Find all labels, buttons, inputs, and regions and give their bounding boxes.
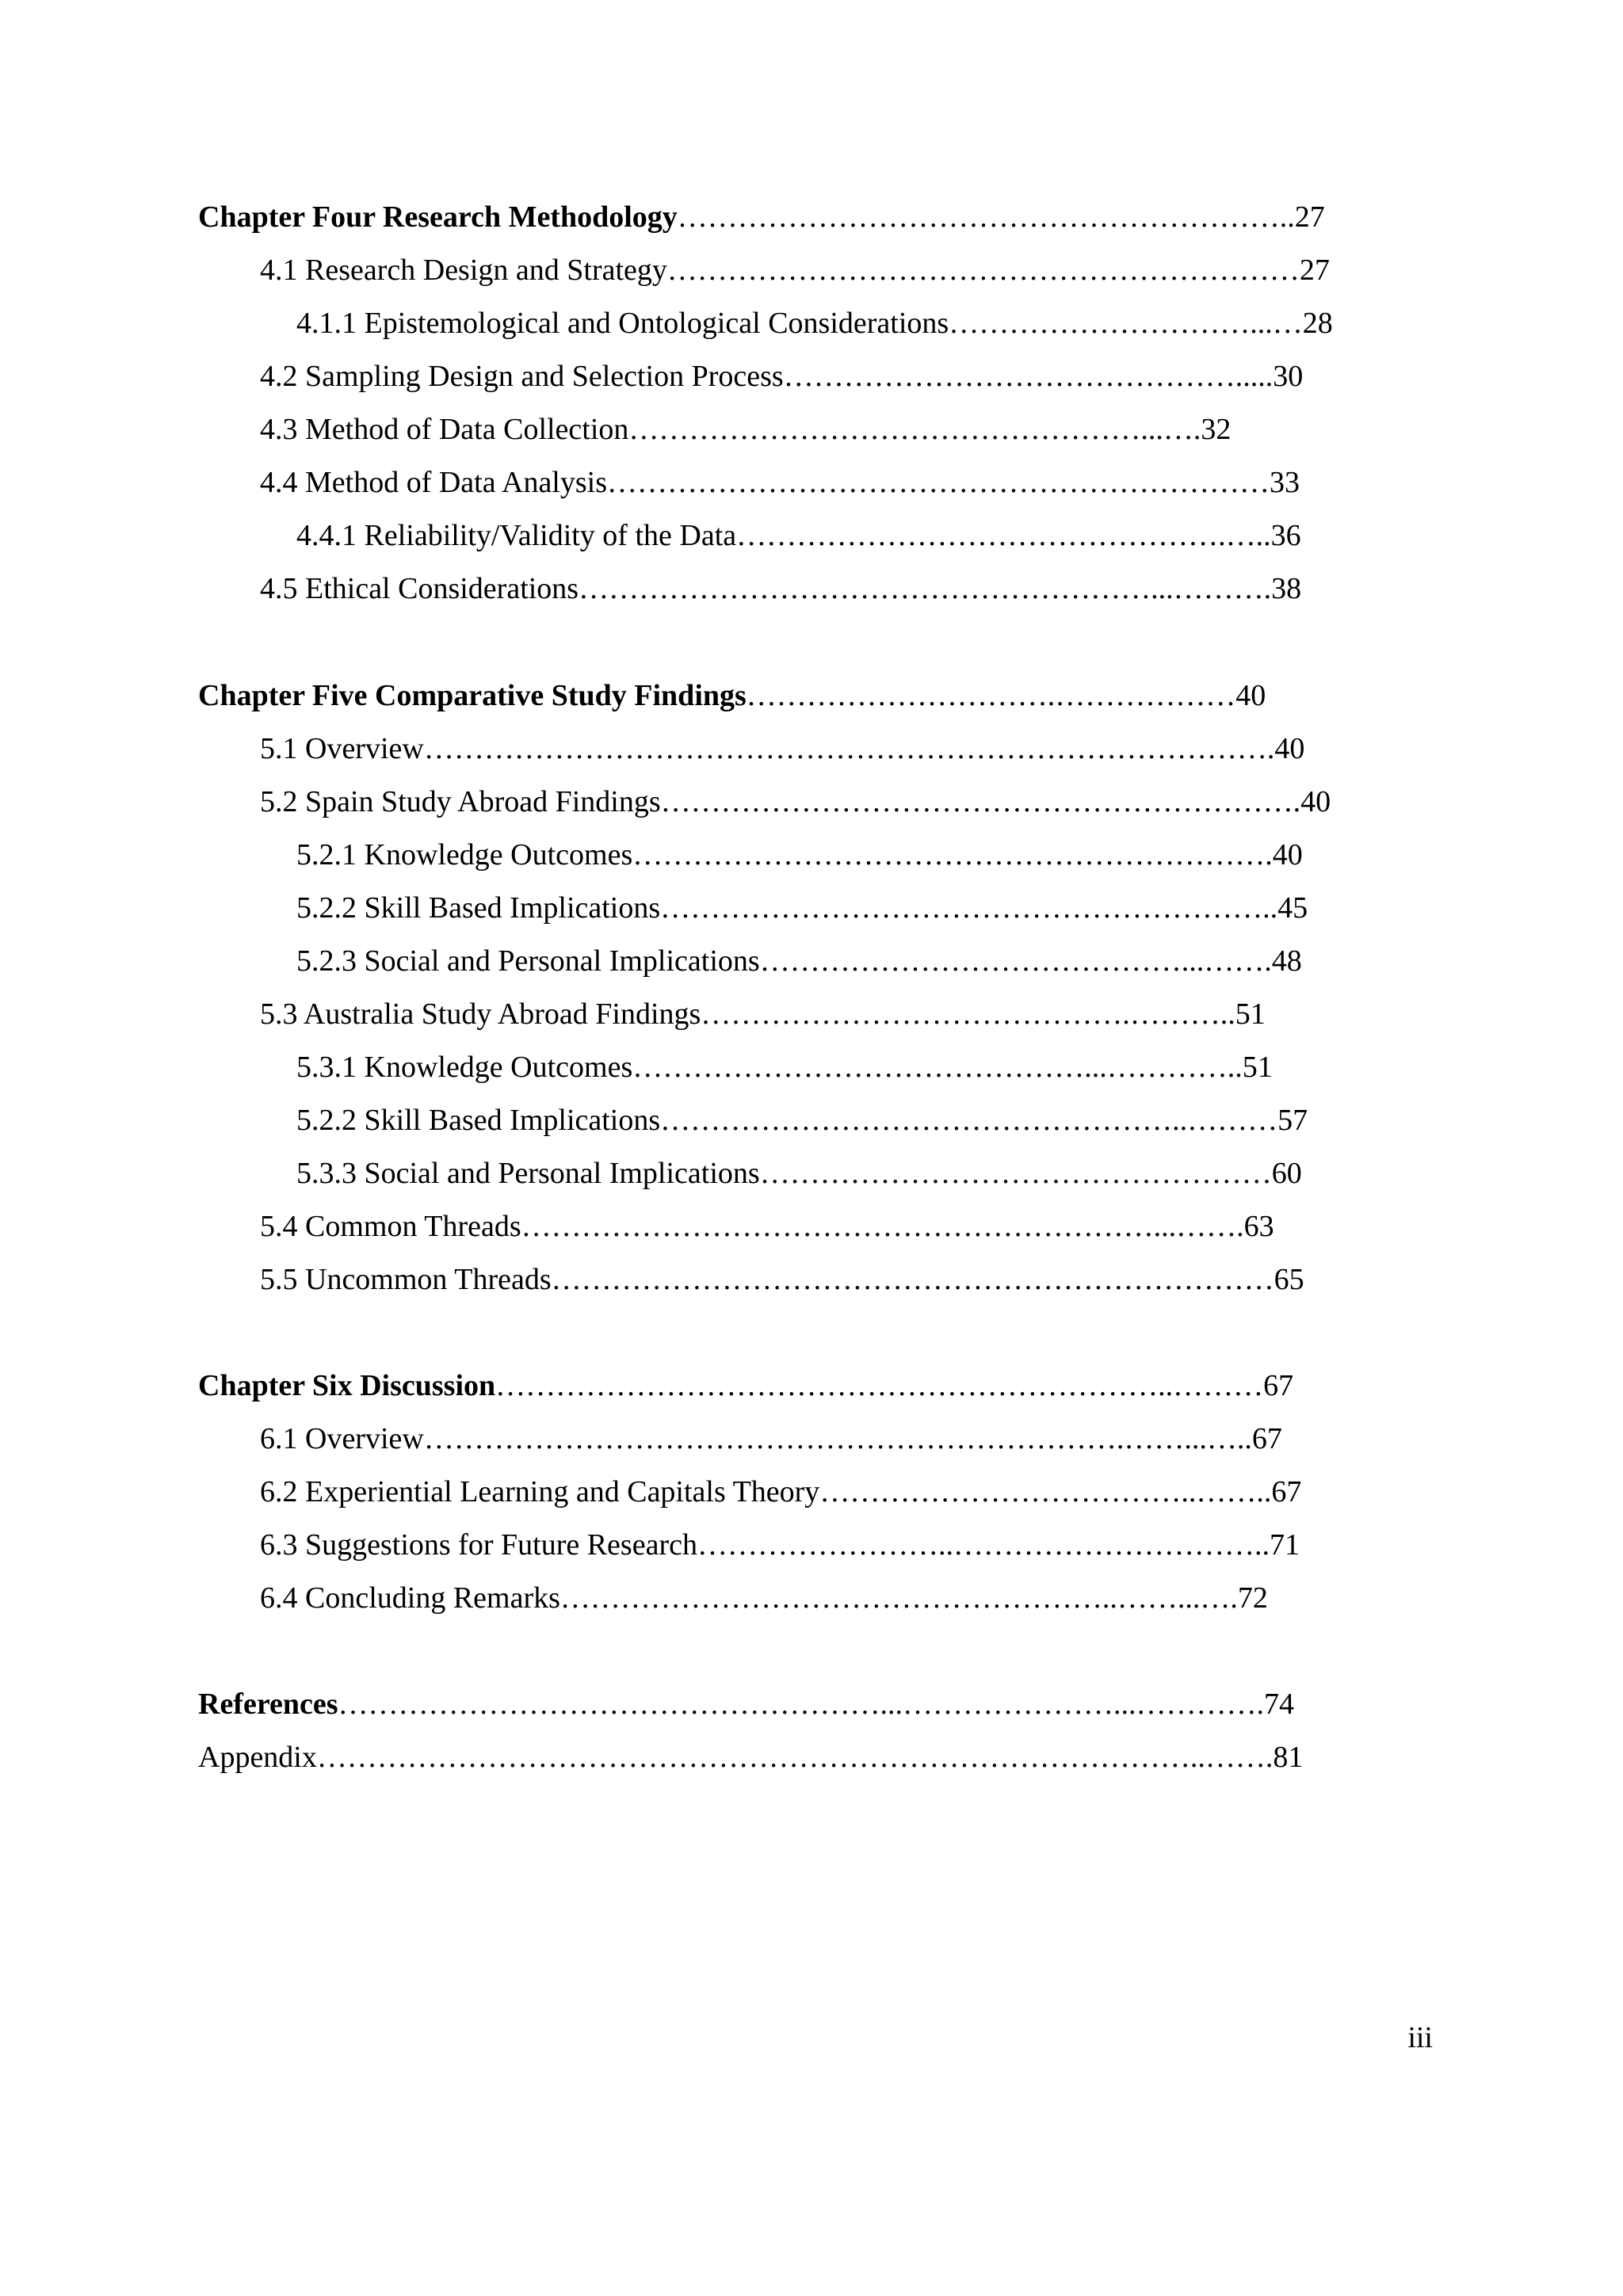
toc-entry-leader-page: ………………………………………………………27 — [666, 254, 1330, 287]
toc-entry-5-2-2 — [296, 884, 1308, 932]
toc-entry-title: 6.2 Experiential Learning and Capitals Theory — [260, 1475, 820, 1508]
toc-entry-leader-page: ………………………………………………………………65 — [551, 1263, 1304, 1296]
toc-entry-title: 5.2.3 Social and Personal Implications — [296, 944, 760, 978]
toc-entry-5-4 — [260, 1203, 1274, 1250]
toc-entry-leader-page: …………………………………………………………..………67 — [495, 1369, 1294, 1402]
toc-entry-title: 5.2.2 Skill Based Implications — [296, 891, 661, 925]
toc-entry-leader-page: ………………………………………………………………………….40 — [423, 732, 1305, 765]
toc-entry-4-4 — [260, 459, 1300, 506]
toc-entry-6-3 — [260, 1521, 1300, 1569]
toc-entry-title: 6.4 Concluding Remarks — [260, 1581, 560, 1615]
toc-entry-5-5 — [260, 1256, 1304, 1303]
toc-entry-title: 4.3 Method of Data Collection — [260, 413, 629, 446]
toc-entry-leader-page: ……………………………………………...….32 — [628, 413, 1232, 446]
toc-entry-leader-page: …………………………………………………...……….38 — [579, 572, 1302, 605]
toc-entry-5-1 — [260, 725, 1304, 772]
toc-entry-leader-page: ………………………….………………40 — [746, 679, 1266, 712]
toc-entry-4-3 — [260, 406, 1231, 453]
toc-entry-leader-page: ……………………………………...…….48 — [759, 944, 1302, 978]
toc-entry-title: 4.1 Research Design and Strategy — [260, 254, 667, 287]
toc-entry-leader-page: ………………………………………………..……...….72 — [559, 1581, 1268, 1615]
toc-entry-title: Chapter Four Research Methodology — [198, 200, 678, 234]
toc-entry-chapter-four — [198, 193, 1325, 241]
toc-entry-6-4 — [260, 1574, 1268, 1622]
toc-entry-5-2-1 — [296, 831, 1303, 879]
toc-entry-4-2 — [260, 353, 1303, 400]
toc-entry-4-1-1 — [296, 299, 1333, 347]
toc-entry-leader-page: ………………………………………………...…………………...………….74 — [338, 1688, 1295, 1721]
toc-entry-leader-page: ………………………………………...…………..51 — [632, 1051, 1273, 1084]
toc-entry-title: 5.3.1 Knowledge Outcomes — [296, 1051, 633, 1084]
toc-entry-leader-page: …………………………...…28 — [949, 307, 1333, 340]
toc-entry-leader-page: ……………………..…………………………..71 — [697, 1528, 1300, 1562]
toc-entry-5-2 — [260, 778, 1331, 826]
toc-entry-4-1 — [260, 246, 1330, 294]
toc-entry-chapter-five — [198, 672, 1266, 719]
toc-entry-leader-page: ………………………………………………………...…….63 — [521, 1210, 1274, 1243]
toc-entry-leader-page: …………………………………………………………….……...…..67 — [423, 1422, 1282, 1455]
page-number: iii — [1407, 2021, 1433, 2054]
toc-entry-leader-page: ……………………………………………………..27 — [677, 200, 1325, 234]
toc-entry-title: 5.3.3 Social and Personal Implications — [296, 1157, 760, 1190]
toc-entry-title: 5.2.1 Knowledge Outcomes — [296, 838, 633, 871]
toc-entry-5-3-1 — [296, 1043, 1273, 1091]
toc-entry-leader-page: ……………………………………………………..45 — [660, 891, 1308, 925]
toc-entry-title: Appendix — [198, 1741, 317, 1774]
toc-entry-leader-page: ……………………………………………………….40 — [632, 838, 1303, 871]
toc-entry-leader-page: ……………………………………………60 — [759, 1157, 1302, 1190]
toc-entry-title: 5.3 Australia Study Abroad Findings — [260, 997, 701, 1031]
toc-entry-leader-page: …………………………………….………..51 — [701, 997, 1266, 1031]
toc-entry-references — [198, 1680, 1294, 1728]
toc-entry-appendix — [198, 1733, 1303, 1781]
toc-entry-leader-page: ……………………………………………………….40 — [660, 785, 1331, 818]
toc-entry-chapter-six — [198, 1362, 1293, 1409]
toc-entry-title: 6.3 Suggestions for Future Research — [260, 1528, 697, 1562]
toc-entry-title: 5.5 Uncommon Threads — [260, 1263, 552, 1296]
toc-entry-title: 6.1 Overview — [260, 1422, 424, 1455]
toc-entry-title: 5.2.2 Skill Based Implications — [296, 1104, 661, 1137]
toc-entry-title: 4.1.1 Epistemological and Ontological Considerations — [296, 307, 949, 340]
toc-entry-5-3-2 — [296, 1097, 1308, 1144]
toc-entry-title: 4.4.1 Reliability/Validity of the Data — [296, 519, 737, 552]
toc-entry-5-2-3 — [296, 937, 1302, 985]
toc-entry-title: 5.1 Overview — [260, 732, 424, 765]
toc-entry-leader-page: ……………………………………………..………57 — [660, 1104, 1308, 1137]
toc-entry-title: Chapter Six Discussion — [198, 1369, 496, 1402]
toc-entry-4-4-1 — [296, 512, 1301, 559]
toc-entry-title: Chapter Five Comparative Study Findings — [198, 679, 747, 712]
toc-entry-4-5 — [260, 565, 1301, 612]
toc-entry-leader-page: ……………………………………………………………………………..…….81 — [316, 1741, 1304, 1774]
toc-entry-title: 4.5 Ethical Considerations — [260, 572, 579, 605]
toc-entry-title: 4.2 Sampling Design and Selection Process — [260, 360, 784, 393]
toc-entry-5-3 — [260, 990, 1266, 1038]
toc-entry-6-2 — [260, 1468, 1301, 1516]
toc-entry-leader-page: ………………………………………….…..36 — [736, 519, 1301, 552]
toc-entry-5-3-3 — [296, 1150, 1302, 1197]
toc-entry-title: 5.4 Common Threads — [260, 1210, 521, 1243]
toc-entry-title: 5.2 Spain Study Abroad Findings — [260, 785, 661, 818]
toc-entry-leader-page: …………………………………………………………33 — [607, 466, 1300, 499]
toc-entry-leader-page: ……………………………………….....30 — [783, 360, 1304, 393]
toc-entry-title: References — [198, 1688, 338, 1721]
toc-entry-leader-page: ………………………………..……..67 — [819, 1475, 1302, 1508]
toc-entry-6-1 — [260, 1415, 1282, 1463]
toc-entry-title: 4.4 Method of Data Analysis — [260, 466, 608, 499]
